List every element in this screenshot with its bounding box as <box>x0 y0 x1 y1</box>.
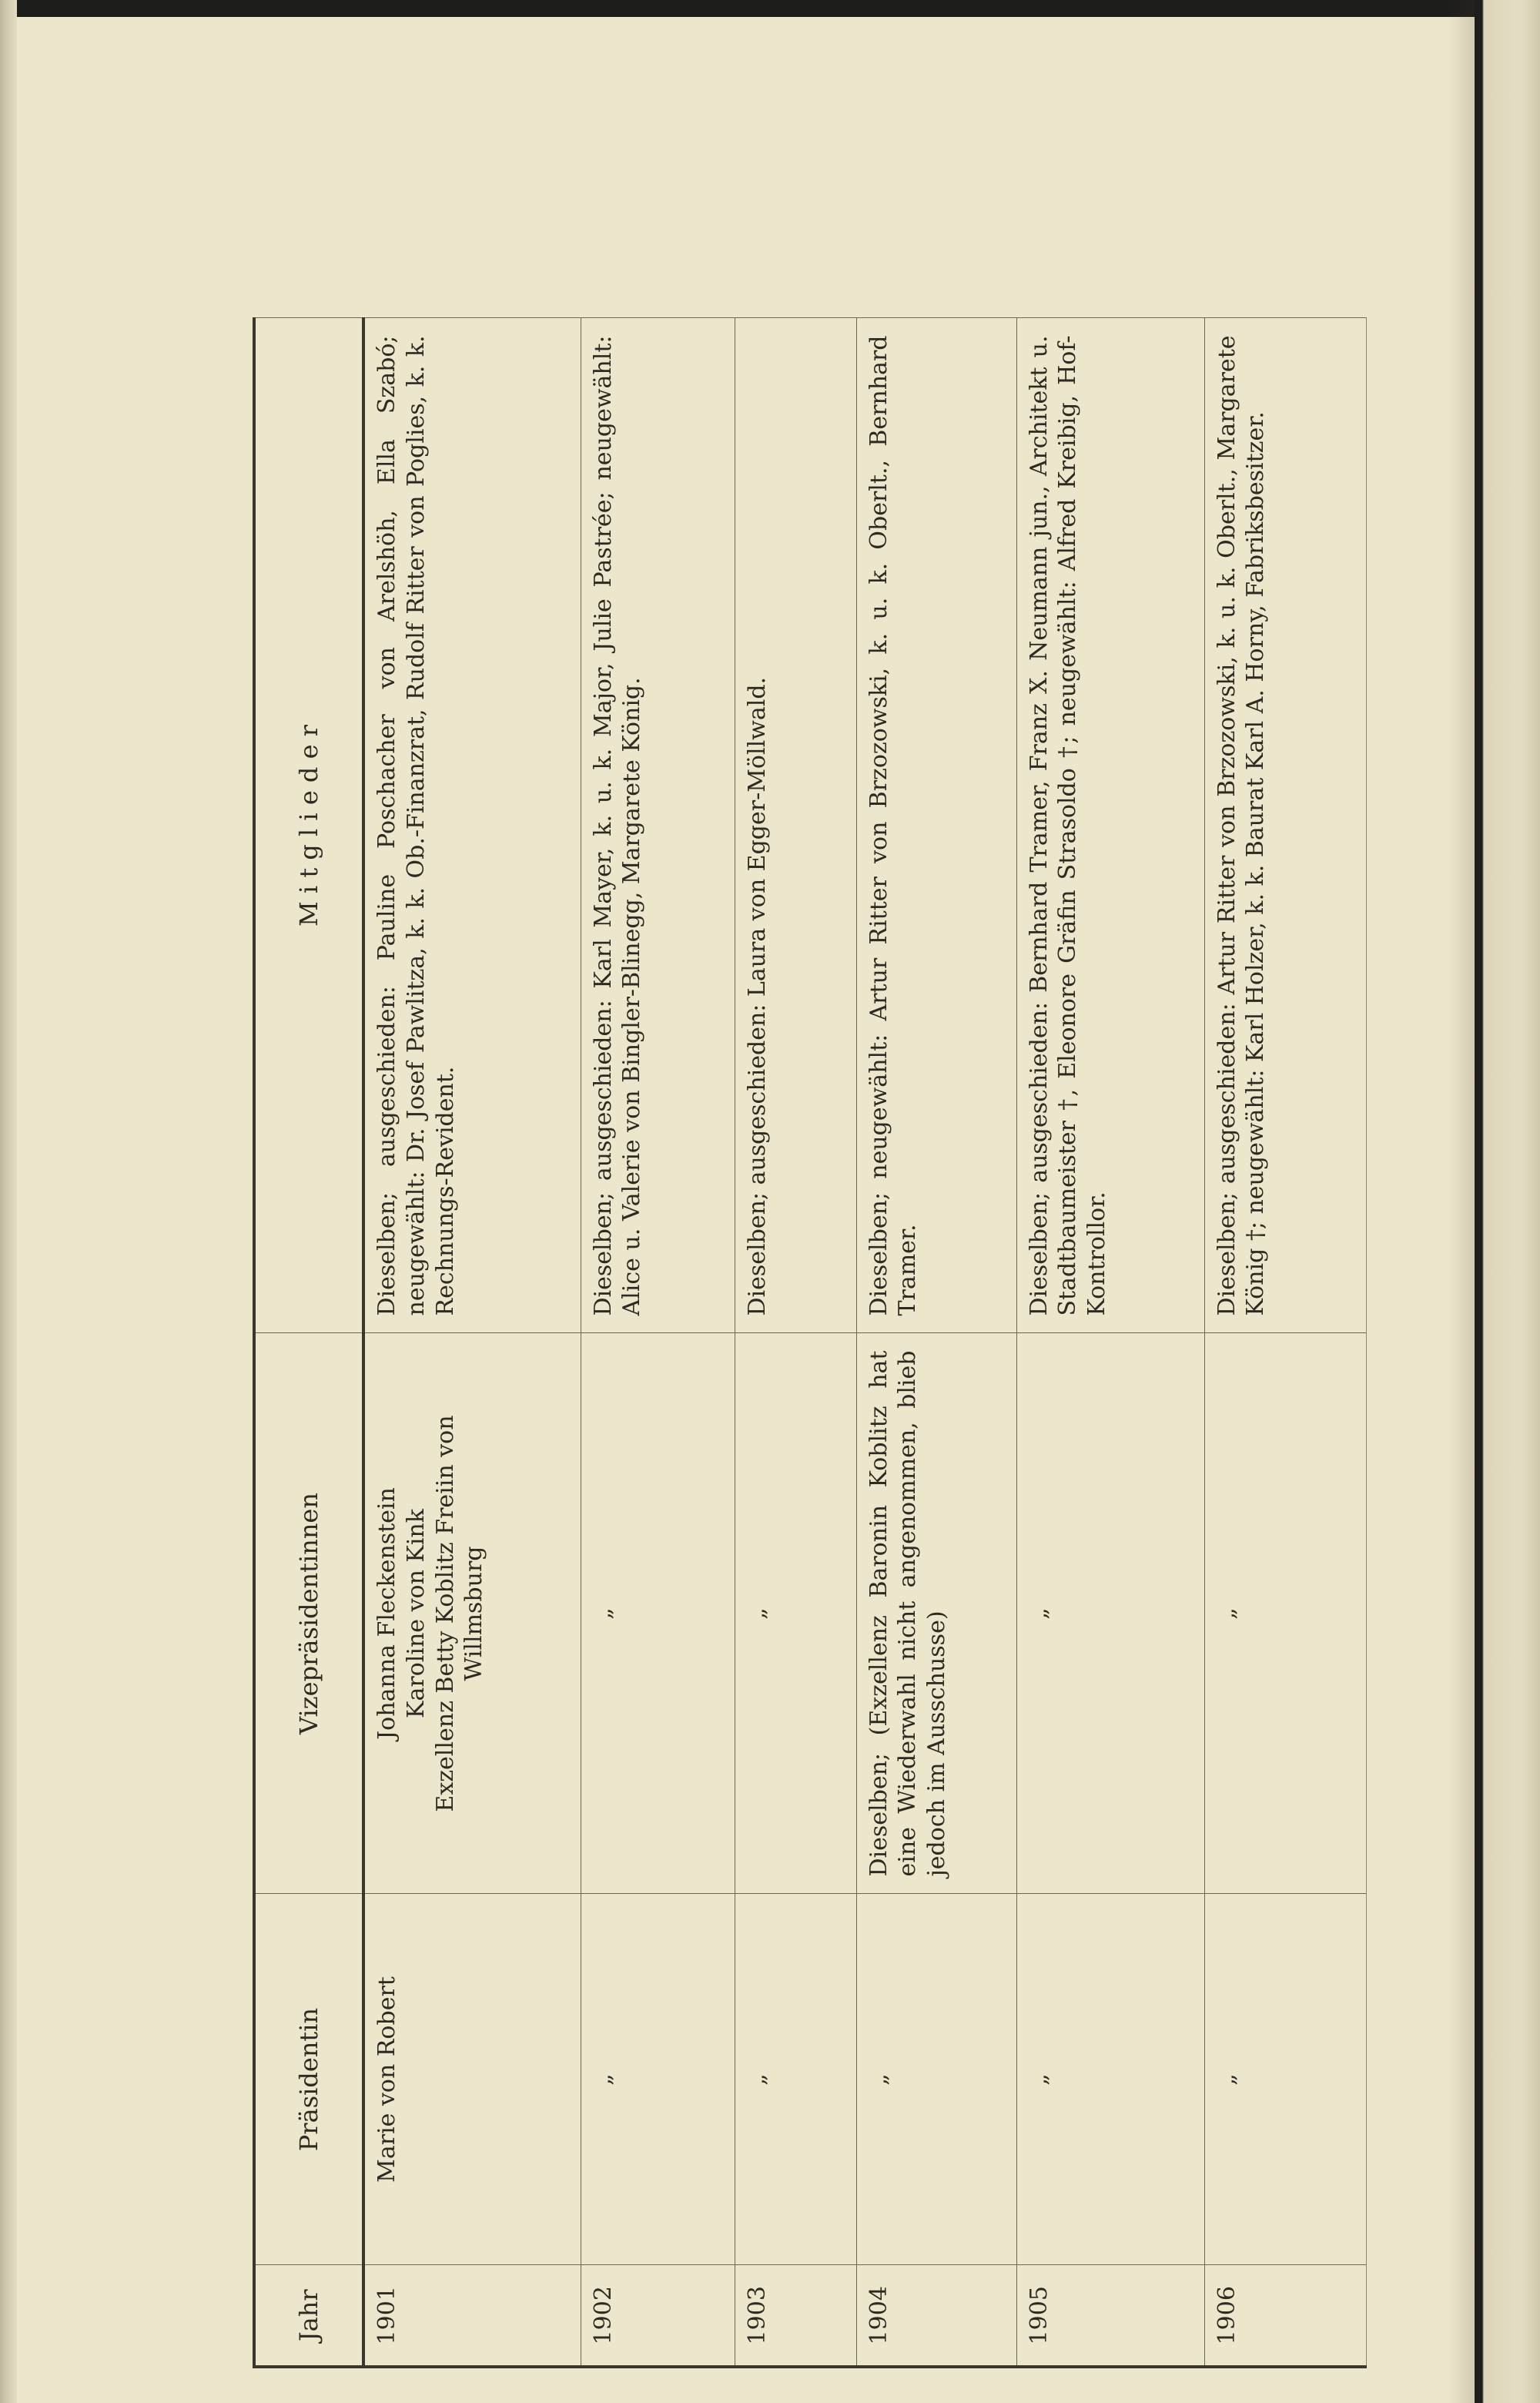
year-cell: 1901 <box>363 2265 581 2367</box>
year-cell: 1903 <box>735 2265 856 2367</box>
year-cell: 1902 <box>581 2265 735 2367</box>
year-cell: 1905 <box>1016 2265 1204 2367</box>
vice-ditto-cell: „ <box>581 1333 735 1894</box>
table-row <box>1204 318 1366 2367</box>
year-cell: 1904 <box>856 2265 1016 2367</box>
table-row <box>363 318 581 2367</box>
year-cell: 1906 <box>1204 2265 1366 2367</box>
president-ditto-cell: „ <box>856 1894 1016 2265</box>
page-left-edge <box>0 0 17 2403</box>
members-cell: Dieselben; ausgeschieden: Laura von Egger-Möllwald. <box>735 318 856 1333</box>
vice-presidents-cell: Dieselben; (Exzellenz Baronin Koblitz hat eine Wiederwahl nicht angenommen, blieb jedoch im Ausschusse) <box>856 1333 1016 1894</box>
table-header-row <box>254 318 363 2367</box>
vice-president-line: Exzellenz Betty Koblitz Freiin von Willmsburg <box>431 1415 488 1812</box>
table-row <box>856 318 1016 2367</box>
vice-ditto-cell: „ <box>1204 1333 1366 1894</box>
members-cell: Dieselben; ausgeschieden: Karl Mayer, k. u. k. Major, Julie Pastrée; neugewählt: Alice u. Valerie von Bingler-Blinegg, Margarete König. <box>581 318 735 1333</box>
scan-top-border <box>0 0 1540 17</box>
header-president: Präsidentin <box>254 1894 363 2265</box>
table-row <box>581 318 735 2367</box>
members-cell: Dieselben; neugewählt: Artur Ritter von Brzozowski, k. u. k. Oberlt., Bernhard Tramer. <box>856 318 1016 1333</box>
header-vice-presidents: Vizepräsidentinnen <box>254 1333 363 1894</box>
members-cell: Dieselben; ausgeschieden: Pauline Poschacher von Arelshöh, Ella Szabó; neugewählt: Dr. Josef Pawlitza, k. k. Ob.-Finanzrat, Rudolf Ritter von Poglies, k. k. Rechnungs-Revident. <box>363 318 581 1333</box>
vice-president-line: Johanna Fleckenstein <box>373 1487 400 1740</box>
president-ditto-cell: „ <box>1204 1894 1366 2265</box>
president-ditto-cell: „ <box>735 1894 856 2265</box>
vice-ditto-cell: „ <box>735 1333 856 1894</box>
header-members: M i t g l i e d e r <box>254 318 363 1333</box>
vice-presidents-cell <box>363 1333 581 1894</box>
table-row <box>735 318 856 2367</box>
vice-president-line: Karoline von Kink <box>402 1509 430 1718</box>
members-cell: Dieselben; ausgeschieden: Artur Ritter von Brzozowski, k. u. k. Oberlt., Margarete König †; neugewählt: Karl Holzer, k. k. Baurat Karl A. Horny, Fabriksbesitzer. <box>1204 318 1366 1333</box>
president-ditto-cell: „ <box>581 1894 735 2265</box>
members-cell: Dieselben; ausgeschieden: Bernhard Tramer, Franz X. Neumann jun., Architekt u. Stadtbaumeister †, Eleonore Gräfin Strasoldo †; neugewählt: Alfred Kreibig, Hof-Kontrollor. <box>1016 318 1204 1333</box>
table-row <box>1016 318 1204 2367</box>
vice-ditto-cell: „ <box>1016 1333 1204 1894</box>
header-year: Jahr <box>254 2265 363 2367</box>
binding-shadow <box>1448 0 1478 2403</box>
president-cell: Marie von Robert <box>363 1894 581 2265</box>
president-ditto-cell: „ <box>1016 1894 1204 2265</box>
rotated-page-content <box>253 320 1346 2368</box>
adjacent-page-strip <box>1475 0 1540 2403</box>
committee-table <box>253 318 1367 2369</box>
